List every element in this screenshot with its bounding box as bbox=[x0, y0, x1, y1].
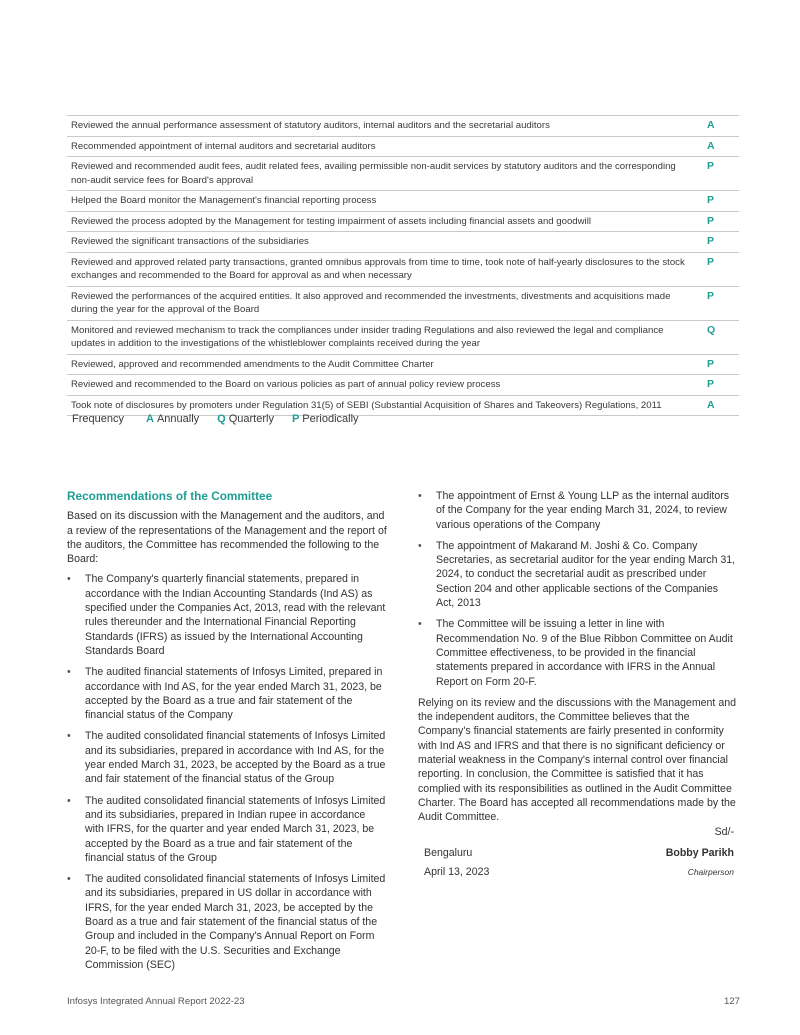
frequency-code: A bbox=[695, 116, 739, 137]
list-item-text: The Committee will be issuing a letter in line with Recommendation No. 9 of the Blue Ribbon Committee on Audit Committee effectiveness, to be provided in the financial statements prepared in accordance with IFRS in the Annual Report on Form 20-F. bbox=[436, 618, 733, 688]
activity-text: Reviewed the significant transactions of the subsidiaries bbox=[67, 232, 695, 253]
table-row bbox=[67, 191, 739, 212]
table-row bbox=[67, 211, 739, 232]
footer-page-number: 127 bbox=[723, 996, 740, 1007]
frequency-legend bbox=[72, 413, 377, 425]
legend-key: A bbox=[145, 413, 154, 425]
bullet-icon: • bbox=[67, 666, 71, 679]
frequency-code: P bbox=[695, 191, 739, 212]
list-item-text: The audited consolidated financial statements of Infosys Limited and its subsidiaries, prepared in US dollar in accordance with IFRS, for the year ended March 31, 2023, be accepted by the Board as a true and fair statement of the financial status of the Group and included in the Company's Annual Report on Form 20-F, to be filed with the U.S. Securities and Exchange Commission (SEC) bbox=[85, 873, 386, 971]
bullet-icon: • bbox=[67, 730, 71, 743]
list-item bbox=[418, 539, 738, 610]
legend-key: Q bbox=[217, 413, 226, 425]
list-item-text: The appointment of Ernst & Young LLP as the internal auditors of the Company for the year ending March 31, 2024, to review various operations of the Company bbox=[436, 490, 730, 531]
bullet-icon: • bbox=[67, 873, 71, 886]
activity-text: Monitored and reviewed mechanism to track the compliances under insider trading Regulations and also reviewed the legal and compliance updates in addition to the investigations of the whistleblower complaints received during the year bbox=[67, 320, 695, 354]
legend-item-quarterly bbox=[217, 413, 274, 425]
signatory-designation: Chairperson bbox=[687, 867, 734, 877]
list-item-text: The audited consolidated financial statements of Infosys Limited and its subsidiaries, prepared in accordance with Ind AS, for the year ended March 31, 2023, be accepted by the Board as a true and fair statement of the financial status of the Group bbox=[85, 730, 386, 786]
list-item-text: The audited consolidated financial statements of Infosys Limited and its subsidiaries, prepared in Indian rupee in accordance with IFRS, for the quarter and year ended March 31, 2023, be accepted by the Board as a true and fair statement of the financial status of the Group bbox=[85, 794, 386, 864]
signatory-name: Bobby Parikh bbox=[665, 847, 734, 859]
table-row bbox=[67, 320, 739, 354]
list-item-text: The appointment of Makarand M. Joshi & Co. Company Secretaries, as secretarial auditor for the year ending March 31, 2024, to conduct the secretarial audit as prescribed under Section 204 and other applicable sections of the Companies Act, 2013 bbox=[436, 539, 736, 610]
table-row bbox=[67, 116, 739, 137]
activity-text: Reviewed and recommended to the Board on various policies as part of annual policy review process bbox=[67, 375, 695, 396]
signature-row-date-designation bbox=[424, 866, 734, 878]
conclusion-paragraph: Relying on its review and the discussions with the Management and the independent auditors, the Committee believes that the Company's financial statements are fairly presented in conformity with Ind AS and IFRS and that there is no significant deficiency or material weakness in the Company's internal control over financial reporting. In conclusion, the Committee is satisfied that it has complied with its responsibilities as outlined in the Audit Committee Charter. The Board has accepted all recommendations made by the Audit Committee. bbox=[418, 696, 736, 824]
activity-text: Reviewed and recommended audit fees, audit related fees, availing permissible non-audit services by statutory auditors and the corresponding non-audit service fees for Board's approval bbox=[67, 157, 695, 191]
signature-row-place-name bbox=[424, 847, 734, 859]
legend-item-annually bbox=[146, 413, 199, 425]
bullet-icon: • bbox=[418, 618, 422, 631]
footer-report-title: Infosys Integrated Annual Report 2022-23 bbox=[67, 996, 245, 1007]
legend-key: P bbox=[291, 413, 300, 425]
list-item-text: The audited financial statements of Infosys Limited, prepared in accordance with Ind AS, for the year ended March 31, 2023, be accepted by the Board as a true and fair statement of the financial status of the Company bbox=[85, 666, 383, 722]
list-item bbox=[67, 665, 387, 722]
legend-text: Quarterly bbox=[228, 413, 274, 425]
bullet-icon: • bbox=[67, 794, 71, 807]
activity-text: Reviewed the annual performance assessment of statutory auditors, internal auditors and the secretarial auditors bbox=[67, 116, 695, 137]
frequency-code: P bbox=[695, 252, 739, 286]
signature-place: Bengaluru bbox=[424, 847, 473, 859]
intro-paragraph: Based on its discussion with the Management and the auditors, and a review of the representations of the Management and the report of the auditors, the Committee has recommended the following to the Board: bbox=[67, 510, 387, 566]
legend-text: Annually bbox=[156, 413, 200, 425]
frequency-code: P bbox=[695, 286, 739, 320]
activity-text: Recommended appointment of internal auditors and secretarial auditors bbox=[67, 136, 695, 157]
recommendation-list-left bbox=[67, 572, 387, 972]
legend-label: Frequency bbox=[72, 413, 124, 425]
frequency-code: P bbox=[695, 211, 739, 232]
frequency-code: P bbox=[695, 375, 739, 396]
table-row bbox=[67, 286, 739, 320]
list-item bbox=[67, 729, 387, 786]
list-item bbox=[67, 794, 387, 865]
table-row bbox=[67, 252, 739, 286]
activity-text: Reviewed the process adopted by the Management for testing impairment of assets including financial assets and goodwill bbox=[67, 211, 695, 232]
table-row bbox=[67, 136, 739, 157]
frequency-code: P bbox=[695, 354, 739, 375]
legend-item-periodically bbox=[292, 413, 359, 425]
list-item bbox=[418, 489, 738, 532]
frequency-code: A bbox=[695, 395, 739, 416]
list-item bbox=[67, 572, 387, 658]
bullet-icon: • bbox=[418, 539, 422, 552]
bullet-icon: • bbox=[418, 490, 422, 502]
review-frequency-table bbox=[67, 115, 739, 416]
activity-text: Reviewed, approved and recommended amendments to the Audit Committee Charter bbox=[67, 354, 695, 375]
recommendations-right-column bbox=[418, 489, 738, 831]
activity-text: Helped the Board monitor the Management's financial reporting process bbox=[67, 191, 695, 212]
recommendation-list-right bbox=[418, 489, 738, 689]
list-item-text: The Company's quarterly financial statements, prepared in accordance with the Indian Accounting Standards (Ind AS) as specified under the Companies Act, 2013, read with the relevant rules thereunder and the International Financial Reporting Standards (IFRS) as issued by the International Accounting Standards Board bbox=[85, 573, 386, 657]
activity-text: Took note of disclosures by promoters under Regulation 31(5) of SEBI (Substantial Acquisition of Shares and Takeovers) Regulations, 2011 bbox=[67, 395, 695, 416]
frequency-code: P bbox=[695, 157, 739, 191]
bullet-icon: • bbox=[67, 573, 71, 586]
table-row bbox=[67, 157, 739, 191]
table-row bbox=[67, 232, 739, 253]
list-item bbox=[418, 617, 738, 688]
list-item bbox=[67, 872, 387, 972]
section-heading: Recommendations of the Committee bbox=[67, 489, 273, 503]
signature-sd: Sd/- bbox=[714, 826, 734, 838]
frequency-code: Q bbox=[695, 320, 739, 354]
legend-text: Periodically bbox=[302, 413, 359, 425]
frequency-code: A bbox=[695, 136, 739, 157]
activity-text: Reviewed the performances of the acquired entities. It also approved and recommended the investments, divestments and acquisitions made during the year for the approval of the Board bbox=[67, 286, 695, 320]
signature-date: April 13, 2023 bbox=[424, 866, 490, 878]
frequency-code: P bbox=[695, 232, 739, 253]
table-row bbox=[67, 375, 739, 396]
recommendations-left-column bbox=[67, 489, 387, 979]
table-row bbox=[67, 354, 739, 375]
activity-text: Reviewed and approved related party transactions, granted omnibus approvals from time to time, took note of half-yearly disclosures to the stock exchanges and recommended to the Board for approval as and when necessary bbox=[67, 252, 695, 286]
